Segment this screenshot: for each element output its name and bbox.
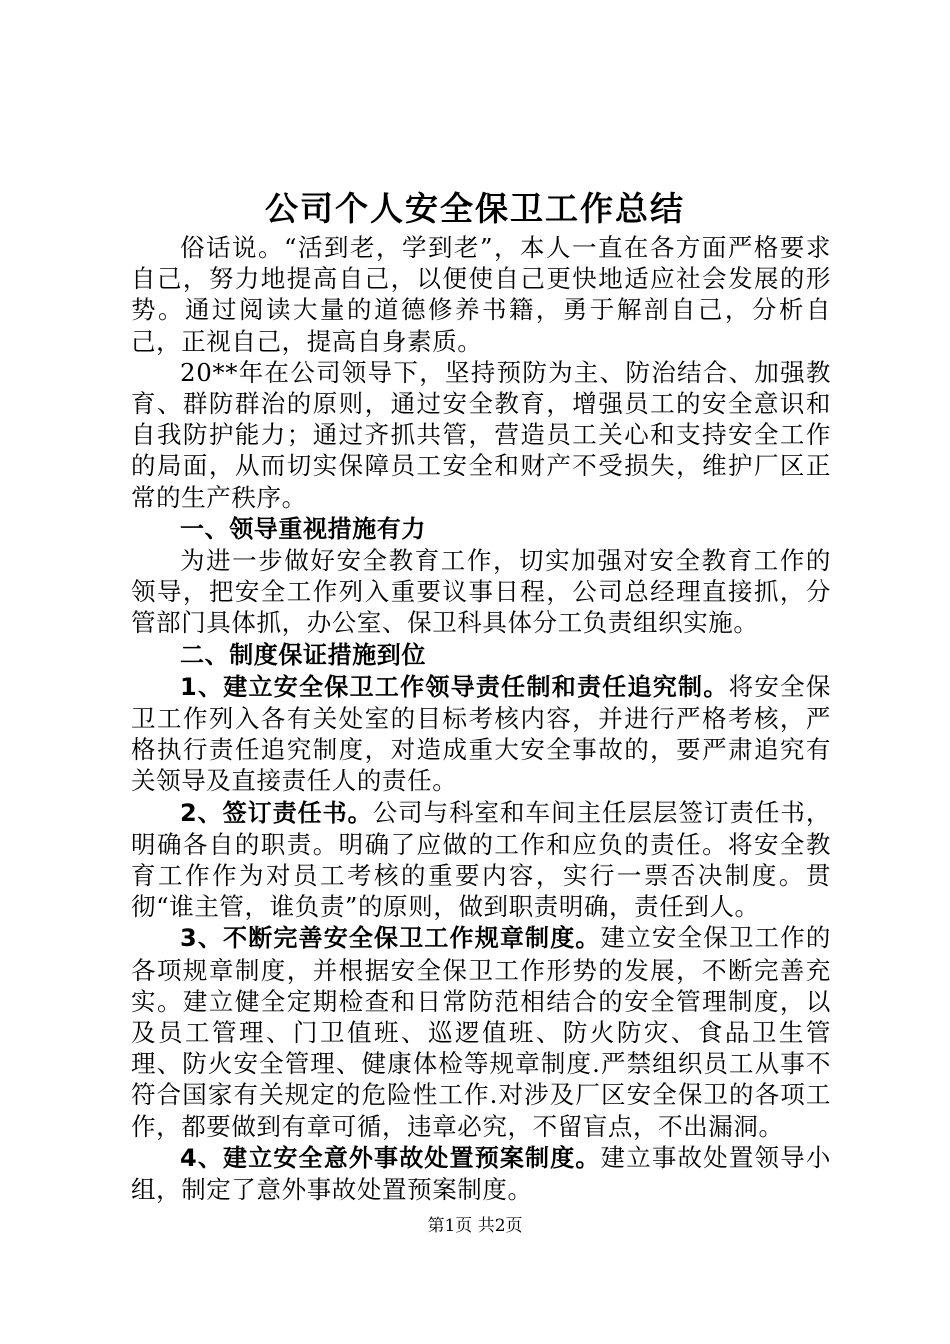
paragraph-text: 公司与科室和车间主任层层签订责任书，明确各自的职责。明确了应做的工作和应负的责任。将安全教育工作作为对员工考核的重要内容，实行一票否决制度。贯彻“谁主管，谁负责”的原则，做到职责明确，责任到人。 — [131, 797, 831, 922]
paragraph-text: 俗话说。“活到老，学到老”，本人一直在各方面严格要求自己，努力地提高自己，以便使自己更快地适应社会发展的形势。通过阅读大量的道德修养书籍，勇于解剖自己，分析自己，正视自己，提高自身素质。 — [131, 233, 831, 356]
section-heading — [131, 513, 831, 545]
paragraph — [131, 357, 831, 513]
paragraph-text: 为进一步做好安全教育工作，切实加强对安全教育工作的领导，把安全工作列入重要议事日程，公司总经理直接抓，分管部门具体抓，办公室、保卫科具体分工负责组织实施。 — [131, 546, 831, 638]
paragraph-text: 建立安全保卫工作的各项规章制度，并根据安全保卫工作形势的发展，不断完善充实。建立健全定期检查和日常防范相结合的安全管理制度，以及员工管理、门卫值班、巡逻值班、防火防灾、食品卫生管理、防火安全管理、健康体检等规章制度.严禁组织员工从事不符合国家有关规定的危险性工作.对涉及厂区安全保卫的各项工作，都要做到有章可循，违章必究，不留盲点，不出漏洞。 — [131, 923, 831, 1141]
paragraph — [131, 671, 831, 797]
paragraph-lead: 1、建立安全保卫工作领导责任制和责任追究制。 — [180, 672, 729, 701]
page-footer: 第1页 共2页 — [427, 1216, 523, 1236]
document-title: 公司个人安全保卫工作总结 — [265, 189, 685, 228]
section-heading-text: 一、领导重视措施有力 — [180, 514, 426, 543]
paragraph-text: 将安全保卫工作列入各有关处室的目标考核内容，并进行严格考核，严格执行责任追究制度，对造成重大安全事故的，要严肃追究有关领导及直接责任人的责任。 — [131, 671, 831, 796]
paragraph — [131, 545, 831, 639]
document-body — [131, 232, 831, 1205]
paragraph-text: 建立事故处置领导小组，制定了意外事故处置预案制度。 — [131, 1142, 831, 1205]
section-heading — [131, 639, 831, 671]
paragraph-lead: 3、不断完善安全保卫工作规章制度。 — [180, 924, 601, 953]
section-heading-text: 二、制度保证措施到位 — [180, 640, 426, 669]
paragraph — [131, 232, 831, 357]
paragraph — [131, 1142, 831, 1205]
paragraph-lead: 4、建立安全意外事故处置预案制度。 — [180, 1143, 601, 1172]
paragraph-text: 20**年在公司领导下，坚持预防为主、防治结合、加强教育、群防群治的原则，通过安全教育，增强员工的安全意识和自我防护能力；通过齐抓共管，营造员工关心和支持安全工作的局面，从而切实保障员工安全和财产不受损失，维护厂区正常的生产秩序。 — [131, 357, 831, 512]
paragraph — [131, 797, 831, 923]
paragraph — [131, 922, 831, 1141]
paragraph-lead: 2、签订责任书。 — [180, 798, 373, 827]
